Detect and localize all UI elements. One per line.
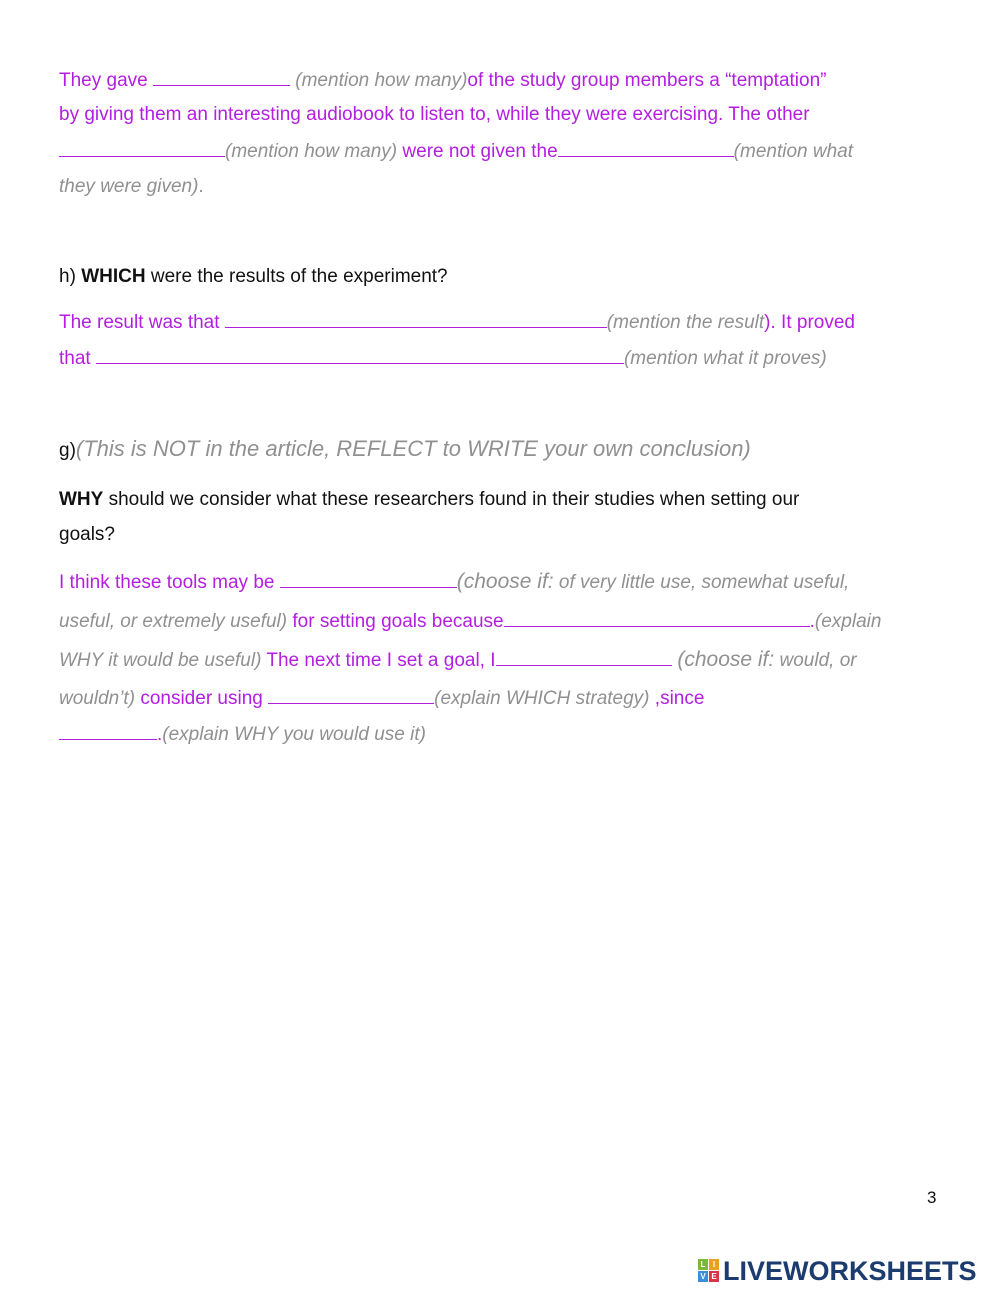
answer-h-line-1 xyxy=(59,310,855,335)
text-segment: The next time I set a goal, I xyxy=(261,650,496,671)
hint-text: (mention how many) xyxy=(290,70,468,91)
paragraph-line-1 xyxy=(59,68,826,93)
answer-blank[interactable] xyxy=(496,648,672,666)
text-segment: consider using xyxy=(135,688,269,709)
text-segment: by giving them an interesting audiobook to listen to, while they were exercising. The other xyxy=(59,104,810,125)
question-text: goals? xyxy=(59,524,115,545)
answer-h-line-2 xyxy=(59,346,827,371)
hint-text: (mention the result xyxy=(606,312,765,333)
hint-text: would, or xyxy=(774,650,857,671)
answer-blank[interactable] xyxy=(225,310,607,328)
text-segment: . xyxy=(157,724,163,745)
logo-mark-letter: V xyxy=(698,1271,708,1282)
text-segment: were not given the xyxy=(397,141,558,162)
reflection-line-3 xyxy=(59,648,857,673)
hint-text: (explain WHICH strategy) xyxy=(434,688,650,709)
question-keyword: WHY xyxy=(59,489,104,510)
text-segment: that xyxy=(59,348,96,369)
reflection-line-2 xyxy=(59,609,881,634)
answer-blank[interactable] xyxy=(280,570,457,588)
section-prefix: g) xyxy=(59,440,76,461)
answer-blank[interactable] xyxy=(268,686,434,704)
answer-blank[interactable] xyxy=(96,346,624,364)
question-keyword: WHICH xyxy=(81,266,146,287)
hint-text: WHY it would be useful) xyxy=(59,650,262,671)
hint-text: (mention how many) xyxy=(225,141,398,162)
logo-mark-letter: L xyxy=(698,1259,708,1270)
reflection-line-4 xyxy=(59,686,704,711)
text-segment: for setting goals because xyxy=(287,611,504,632)
hint-text: (choose if: xyxy=(671,648,775,671)
reflection-line-5 xyxy=(59,722,426,747)
paragraph-line-4 xyxy=(59,175,204,199)
hint-text: wouldn’t) xyxy=(59,688,136,709)
question-g-line-1 xyxy=(59,488,799,512)
text-segment: of the study group members a “temptation” xyxy=(467,70,827,91)
question-text: should we consider what these researchers found in their studies when setting our xyxy=(103,489,800,510)
section-g-heading xyxy=(59,437,751,463)
instruction-text: (This is NOT in the article, REFLECT to WRITE your own conclusion) xyxy=(75,436,751,461)
hint-text: (choose if: xyxy=(456,570,554,593)
hint-text: (explain xyxy=(814,611,882,632)
answer-blank[interactable] xyxy=(59,722,157,740)
text-segment: . xyxy=(809,611,815,632)
paragraph-line-2 xyxy=(59,103,810,127)
text-segment: The result was that xyxy=(59,312,225,333)
logo-mark-letter: E xyxy=(709,1271,719,1282)
reflection-line-1 xyxy=(59,570,849,595)
page-number: 3 xyxy=(927,1188,937,1207)
text-segment: It proved xyxy=(775,312,855,333)
hint-text: they were given) xyxy=(59,176,199,197)
liveworksheets-logo xyxy=(698,1256,977,1286)
logo-mark-icon xyxy=(698,1259,720,1283)
question-g-line-2 xyxy=(59,523,115,547)
hint-text: useful, or extremely useful) xyxy=(59,611,288,632)
question-prefix: h) xyxy=(59,266,82,287)
logo-text: LIVEWORKSHEETS xyxy=(723,1256,977,1286)
paragraph-line-3 xyxy=(59,139,853,164)
text-segment: I think these tools may be xyxy=(59,572,280,593)
hint-text: (mention what it proves) xyxy=(623,348,827,369)
answer-blank[interactable] xyxy=(558,139,734,157)
logo-mark-letter: I xyxy=(709,1259,719,1270)
text-segment: ,since xyxy=(649,688,705,709)
text-segment: ). xyxy=(764,312,776,333)
hint-text: (explain WHY you would use it) xyxy=(162,724,426,745)
answer-blank[interactable] xyxy=(504,609,810,627)
hint-text: of very little use, somewhat useful, xyxy=(553,572,850,593)
answer-blank[interactable] xyxy=(153,68,290,86)
text-segment: They gave xyxy=(59,70,153,91)
question-text: were the results of the experiment? xyxy=(145,266,448,287)
text-segment: . xyxy=(198,176,204,197)
question-h xyxy=(59,265,448,289)
answer-blank[interactable] xyxy=(59,139,225,157)
hint-text: (mention what xyxy=(733,141,854,162)
